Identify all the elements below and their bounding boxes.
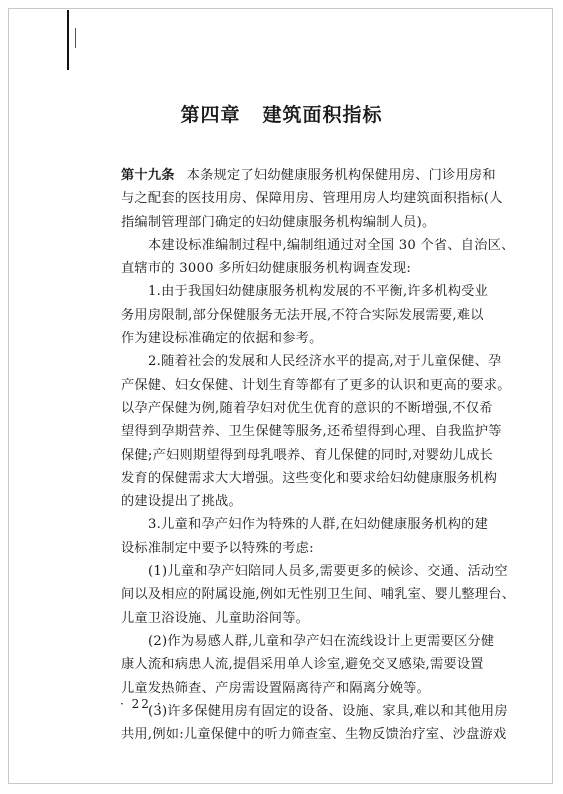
- paragraph-line: 本建设标准编制过程中,编制组通过对全国 30 个省、自治区、: [148, 237, 515, 253]
- binding-mark-secondary: [75, 28, 76, 48]
- body-text: [121, 164, 516, 746]
- article-line: 与之配套的医技用房、保障用房、管理用房人均建筑面积指标(人: [121, 191, 503, 207]
- paragraph-line: 共用,例如:儿童保健中的听力筛查室、生物反馈治疗室、沙盘游戏: [121, 727, 507, 743]
- paragraph-line: 保健;产妇则期望得到母乳喂养、育儿保健的同时,对婴幼儿成长: [121, 447, 493, 463]
- article-line: 指编制管理部门确定的妇幼健康服务机构编制人员)。: [121, 214, 436, 230]
- article-label: 第十九条: [121, 168, 175, 183]
- paragraph-line: (2)作为易感人群,儿童和孕产妇在流线设计上更需要区分健: [148, 633, 495, 649]
- paragraph-line: 康人流和病患人流,提倡采用单人诊室,避免交叉感染,需要设置: [121, 657, 484, 673]
- paragraph-line: 3.儿童和孕产妇作为特殊的人群,在妇幼健康服务机构的建: [148, 517, 489, 533]
- paragraph-line: (1)儿童和孕产妇陪同人员多,需要更多的候诊、交通、活动空: [148, 564, 508, 580]
- paragraph-line: 作为建设标准确定的依据和参考。: [121, 331, 323, 347]
- article-first-line: [121, 164, 501, 187]
- paragraph-line: 的建设提出了挑战。: [121, 494, 242, 510]
- paragraph-line: 产保健、妇女保健、计划生育等都有了更多的认识和更高的要求。: [121, 377, 511, 393]
- paragraph-line: 以孕产保健为例,随着孕妇对优生优育的意识的不断增强,不仅希: [121, 400, 493, 416]
- paragraph-line: (3)许多保健用房有固定的设备、设施、家具,难以和其他用房: [148, 703, 508, 719]
- paragraph-line: 儿童发热筛查、产房需设置隔离待产和隔离分娩等。: [121, 680, 431, 696]
- chapter-title: [0, 100, 563, 127]
- paragraph-line: 直辖市的 3000 多所妇幼健康服务机构调查发现:: [121, 261, 412, 277]
- paragraph-line: 务用房限制,部分保健服务无法开展,不符合实际发展需要,难以: [121, 307, 484, 323]
- binding-mark: [67, 10, 69, 70]
- article-line: 本条规定了妇幼健康服务机构保健用房、门诊用房和: [186, 168, 496, 183]
- paragraph-line: 2.随着社会的发展和人民经济水平的提高,对于儿童保健、孕: [148, 354, 502, 370]
- paragraph-line: 1.由于我国妇幼健康服务机构发展的不平衡,许多机构受业: [148, 284, 489, 300]
- page-number: · 22 ·: [120, 697, 163, 711]
- chapter-number: 第四章: [180, 104, 241, 126]
- paragraph-line: 望得到孕期营养、卫生保健等服务,还希望得到心理、自我监护等: [121, 424, 502, 440]
- chapter-name: 建筑面积指标: [262, 104, 383, 126]
- paragraph-line: 间以及相应的附属设施,例如无性别卫生间、哺乳室、婴儿整理台、: [121, 587, 516, 603]
- paragraph-line: 设标准制定中要予以特殊的考虑:: [121, 540, 314, 556]
- paragraph-line: 发育的保健需求大大增强。这些变化和要求给妇幼健康服务机构: [121, 470, 498, 486]
- paragraph-line: 儿童卫浴设施、儿童助浴间等。: [121, 610, 310, 626]
